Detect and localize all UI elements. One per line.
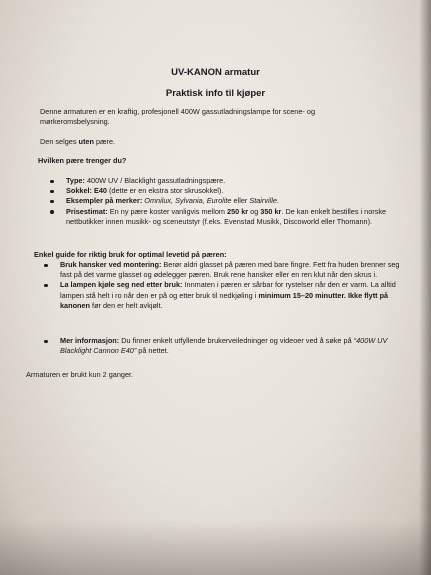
- edge-shadow: [419, 0, 431, 575]
- search-phrase: “400W UV Blacklight Cannon E40”: [60, 336, 388, 356]
- spec-label: Type:: [66, 176, 85, 185]
- spec-text: (dette er en ekstra stor skrusokkel).: [106, 186, 224, 196]
- guide-emph: minimum 15–20 minutter. Ikke flytt på kanonen: [60, 290, 389, 310]
- shadow-overlay: [0, 520, 431, 575]
- spec-label: Prisestimat:: [66, 206, 108, 216]
- more-info-text: på nettet.: [136, 346, 169, 356]
- usage-guide-heading: Enkel guide for riktig bruk for optimal levetid på pæren:: [34, 250, 227, 259]
- list-item: [44, 176, 389, 186]
- spec-text: eller: [231, 196, 250, 206]
- sold-suffix: pære.: [93, 137, 116, 146]
- sold-note: [40, 137, 115, 147]
- spec-text: og: [248, 206, 261, 216]
- spec-label: Eksempler på merker:: [66, 196, 143, 206]
- document-subtitle: Praktisk info til kjøper: [165, 88, 266, 99]
- more-info-label: Mer informasjon:: [60, 336, 120, 345]
- usage-note: Armaturen er brukt kun 2 ganger.: [26, 370, 134, 379]
- price-low: 250 kr: [227, 206, 249, 216]
- spec-label: Sokkel: E40: [66, 186, 107, 196]
- document-title: UV-KANON armatur: [171, 67, 260, 78]
- list-item: [38, 260, 410, 280]
- spec-brands: Omnilux, Sylvania, Eurolite: [142, 196, 232, 206]
- sold-emph: uten: [78, 137, 94, 146]
- sold-prefix: Den selges: [40, 137, 79, 146]
- spec-brand: Stairville: [249, 196, 277, 206]
- guide-text: Berør aldri glasset på pæren med bare fingre. Fett fra huden brenner seg fast på det varme glasset og ødelegger pæren. Bruk rene hansker eller en ren klut når den skrus i.: [60, 260, 400, 280]
- list-item: [44, 207, 389, 227]
- spec-text: . De kan enkelt bestilles i norske nettbutikker innen musikk- og sceneutstyr (f.eks. Evenstad Musikk, Discoworld eller Thomann).: [66, 206, 387, 226]
- spec-text: En ny pære koster vanligvis mellom: [107, 206, 228, 216]
- usage-guide-list: [38, 260, 410, 311]
- guide-label: La lampen kjøle seg ned etter bruk:: [60, 280, 183, 290]
- more-info-text: Du finner enkelt utfyllende brukerveiledninger og videoer ved å søke på: [119, 336, 354, 345]
- spec-list: [44, 176, 389, 227]
- guide-label: Bruk hansker ved montering:: [60, 260, 162, 269]
- guide-text: før den er helt avkjølt.: [90, 300, 163, 310]
- bulb-question-heading: Hvilken pære trenger du?: [38, 156, 127, 165]
- spec-text: 400W UV / Blacklight gassutladningspære.: [84, 176, 226, 185]
- spec-text: .: [276, 196, 279, 206]
- intro-paragraph: Denne armaturen er en kraftig, profesjonell 400W gassutladningslampe for scene- og mørkeromsbelysning.: [40, 107, 316, 127]
- price-high: 350 kr: [260, 206, 282, 216]
- guide-text: Innmaten i pæren er sårbar for rystelser når den er varm. La alltid lampen stå helt i ro når den er på og etter bruk til nedkjøling i: [60, 280, 396, 300]
- list-item: [38, 336, 410, 356]
- more-info-list: [38, 336, 410, 356]
- list-item: [44, 196, 389, 206]
- list-item: [38, 280, 410, 311]
- list-item: [44, 186, 389, 196]
